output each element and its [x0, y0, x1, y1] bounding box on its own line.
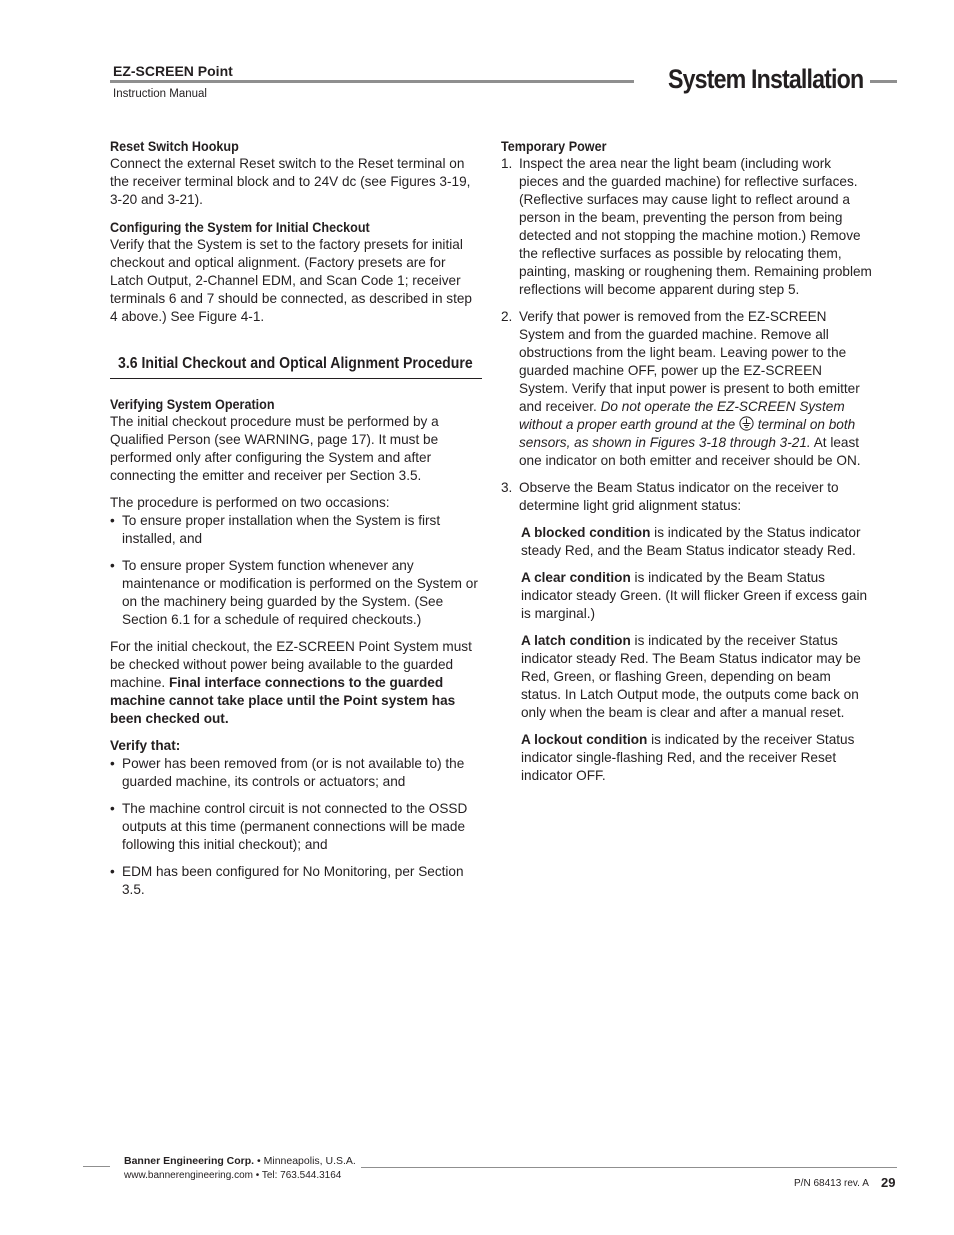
list-item: • To ensure proper installation when the System is first installed, and — [110, 512, 482, 548]
reset-switch-text: Connect the external Reset switch to the Reset terminal on the receiver terminal block and to 24V dc (see Figures 3-19, 3-20 and 3-21). — [110, 156, 471, 207]
latch-condition — [501, 632, 873, 722]
footer-rule-right — [361, 1167, 897, 1168]
list-item: • EDM has been configured for No Monitoring, per Section 3.5. — [110, 863, 482, 899]
blocked-text: is indicated by the Status indicator steady Red, and the Beam Status indicator steady Red. — [521, 525, 861, 558]
initial-checkout-body: For the initial checkout, the EZ-SCREEN Point System must be checked without power being available to the guarded machine. — [110, 639, 472, 690]
step-number: 1. — [501, 156, 513, 171]
blocked-condition — [501, 524, 873, 560]
clear-text: is indicated by the Beam Status indicator steady Green. (It will flicker Green if excess gain is marginal.) — [521, 570, 868, 621]
step-text-end: At least one indicator on both emitter and receiver should be ON. — [519, 435, 861, 468]
latch-label: A latch condition — [521, 633, 631, 648]
verifying-text: The initial checkout procedure must be performed by a Qualified Person (see WARNING, page 17). It must be performed only after configuring the System and after connecting the emitter and receiver per Section 3.5. — [110, 414, 439, 483]
temporary-power-heading: Temporary Power — [501, 138, 607, 154]
header-product: EZ-SCREEN Point — [113, 63, 233, 79]
page-number: 29 — [881, 1175, 896, 1190]
verify-list — [110, 755, 482, 899]
footer-contact: www.bannerengineering.com • Tel: 763.544.3164 — [124, 1170, 342, 1181]
page-title: System Installation — [668, 64, 864, 94]
step-warning-b: terminal on both sensors, as shown in Figures 3-18 through 3-21. — [519, 417, 856, 450]
header-rule-left — [110, 80, 634, 83]
steps-list — [501, 155, 873, 515]
header-rule-right — [870, 80, 897, 83]
initial-checkout-text — [110, 638, 482, 728]
list-item: • The machine control circuit is not connected to the OSSD outputs at this time (permanent connections will be made following this initial checkout); and — [110, 800, 482, 854]
step-warning-a: Do not operate the EZ-SCREEN System without a proper earth ground at the — [519, 399, 845, 432]
verify-that-heading: Verify that: — [110, 738, 181, 753]
step-text: Inspect the area near the light beam (including work pieces and the guarded machine) for reflective surfaces. (Reflective surfaces may cause light to reflect around a person in the beam, preventing the person from being detected and not stopping the machine motion.) Remove the reflective surfaces as possible by relocating them, painting, masking or roughening them. Remaining problem reflections will become apparent during step 5. — [519, 156, 872, 297]
footer-location: • Minneapolis, U.S.A. — [254, 1155, 356, 1167]
verifying-heading: Verifying System Operation — [110, 396, 275, 412]
step-number: 2. — [501, 309, 513, 324]
latch-text: is indicated by the receiver Status indicator steady Red. The Beam Status indicator may be Red, Green, or flashing Green, depending on beam status. In Latch Output mode, the outputs come back on only when the beam is clear and after a manual reset. — [521, 633, 861, 720]
step-text: Observe the Beam Status indicator on the receiver to determine light grid alignment status: — [519, 480, 839, 513]
lockout-text: is indicated by the receiver Status indicator single-flashing Red, and the receiver Reset indicator OFF. — [521, 732, 855, 783]
list-item: • Power has been removed from (or is not available to) the guarded machine, its controls or actuators; and — [110, 755, 482, 791]
step-2 — [501, 308, 873, 470]
step-3 — [501, 479, 873, 515]
lockout-label: A lockout condition — [521, 732, 648, 747]
lockout-condition — [501, 731, 873, 785]
clear-label: A clear condition — [521, 570, 631, 585]
footer-company-name: Banner Engineering Corp. — [124, 1155, 255, 1167]
step-text: Verify that power is removed from the EZ-SCREEN System and from the guarded machine. Remove all obstructions from the light beam. Leaving power to the guarded machine OFF, power up the EZ-SCREEN System. Verify that input power is present to both emitter and receiver. — [519, 309, 860, 414]
left-column — [110, 137, 482, 899]
list-item: • To ensure proper System function whenever any maintenance or modification is performed on the System or on the machinery being guarded by the System. (See Section 6.1 for a schedule of required checkouts.) — [110, 557, 482, 629]
initial-checkout-bold: Final interface connections to the guarded machine cannot take place until the Point system has been checked out. — [110, 675, 456, 726]
footer-company — [124, 1155, 356, 1167]
section-heading — [110, 355, 482, 379]
occasions-intro: The procedure is performed on two occasions: — [110, 495, 390, 510]
section-heading-text: 3.6 Initial Checkout and Optical Alignment Procedure — [118, 355, 473, 372]
configuring-text: Verify that the System is set to the factory presets for initial checkout and optical alignment. (Factory presets are for Latch Output, 2-Channel EDM, and Scan Code 1; receiver terminals 6 and 7 should be connected, as described in step 4 above.) See Figure 4-1. — [110, 237, 472, 324]
reset-switch-heading: Reset Switch Hookup — [110, 138, 239, 154]
blocked-label: A blocked condition — [521, 525, 651, 540]
header-manual: Instruction Manual — [113, 88, 207, 100]
configuring-heading: Configuring the System for Initial Checkout — [110, 219, 370, 235]
clear-condition — [501, 569, 873, 623]
footer-rule-left — [83, 1166, 110, 1167]
occasions-list — [110, 512, 482, 629]
step-number: 3. — [501, 480, 513, 495]
step-1 — [501, 155, 873, 299]
footer-part-number: P/N 68413 rev. A — [794, 1178, 869, 1189]
earth-ground-icon — [739, 416, 754, 431]
right-column — [501, 137, 873, 785]
